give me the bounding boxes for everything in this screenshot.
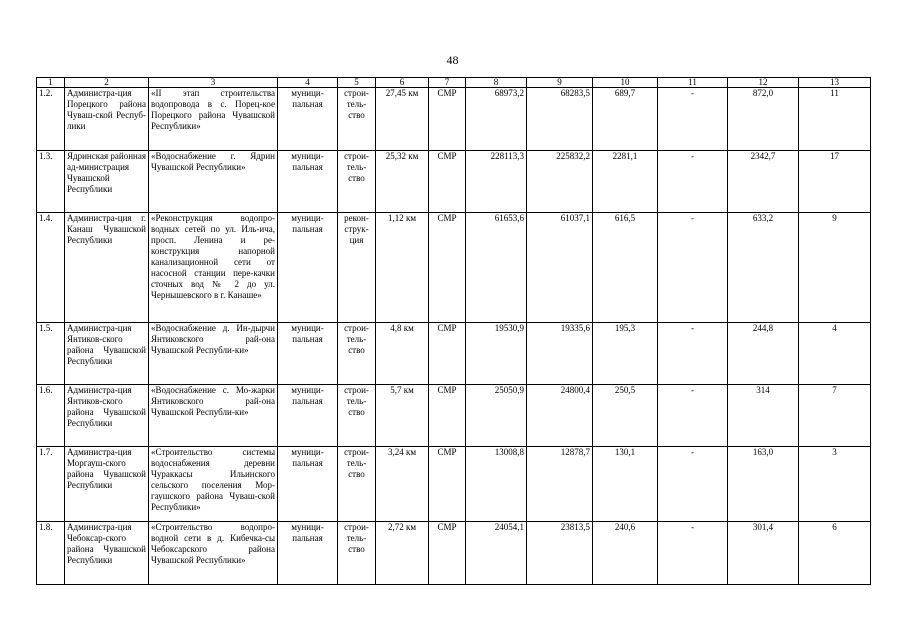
extra-cell: 244,8: [728, 323, 799, 385]
capacity-cell: 2,72 км: [376, 522, 429, 585]
months-cell: 11: [799, 88, 871, 151]
total-cost-cell: 24054,1: [466, 522, 527, 585]
row-number: 1.5.: [37, 323, 65, 385]
stage-cell: СМР: [429, 385, 466, 447]
object-cell: «II этап строительства водопровода в с. Порец-кое Порецкого района Чувашской Республики»: [149, 88, 278, 151]
work-type-cell: рекон-струк-ция: [338, 213, 376, 323]
local-cell: -: [658, 151, 728, 213]
object-cell: «Водоснабжение с. Мо-жарки Янтиковского рай-она Чувашской Республи-ки»: [149, 385, 278, 447]
organization-cell: Администра-ция Чебоксар-ского района Чувашской Республики: [65, 522, 149, 585]
row-number: 1.7.: [37, 447, 65, 522]
ownership-cell: муници-пальная: [278, 151, 338, 213]
months-cell: 6: [799, 522, 871, 585]
local-cell: -: [658, 213, 728, 323]
federal-cell: 61037,1: [527, 213, 593, 323]
column-number-row: [37, 78, 871, 88]
republic-cell: 250,5: [593, 385, 658, 447]
ownership-cell: муници-пальная: [278, 385, 338, 447]
months-cell: 7: [799, 385, 871, 447]
republic-cell: 616,5: [593, 213, 658, 323]
row-number: 1.2.: [37, 88, 65, 151]
table-row: [37, 213, 871, 323]
total-cost-cell: 61653,6: [466, 213, 527, 323]
object-cell: «Водоснабжение г. Ядрин Чувашской Республики»: [149, 151, 278, 213]
capacity-cell: 5,7 км: [376, 385, 429, 447]
months-cell: 17: [799, 151, 871, 213]
federal-cell: 12878,7: [527, 447, 593, 522]
organization-cell: Администра-ция Моргауш-ского района Чувашской Республики: [65, 447, 149, 522]
row-number: 1.6.: [37, 385, 65, 447]
capacity-cell: 4,8 км: [376, 323, 429, 385]
work-type-cell: строи-тель-ство: [338, 385, 376, 447]
republic-cell: 195,3: [593, 323, 658, 385]
stage-cell: СМР: [429, 213, 466, 323]
column-header: 7: [429, 78, 466, 88]
column-header: 4: [278, 78, 338, 88]
ownership-cell: муници-пальная: [278, 88, 338, 151]
investment-table: [36, 77, 871, 585]
work-type-cell: строи-тель-ство: [338, 522, 376, 585]
organization-cell: Администра-ция Янтиков-ского района Чувашской Республики: [65, 323, 149, 385]
capacity-cell: 27,45 км: [376, 88, 429, 151]
ownership-cell: муници-пальная: [278, 447, 338, 522]
table-row: [37, 522, 871, 585]
table-row: [37, 385, 871, 447]
table-row: [37, 447, 871, 522]
months-cell: 4: [799, 323, 871, 385]
column-header: 8: [466, 78, 527, 88]
local-cell: -: [658, 522, 728, 585]
work-type-cell: строи-тель-ство: [338, 447, 376, 522]
federal-cell: 23813,5: [527, 522, 593, 585]
total-cost-cell: 68973,2: [466, 88, 527, 151]
federal-cell: 19335,6: [527, 323, 593, 385]
capacity-cell: 1,12 км: [376, 213, 429, 323]
stage-cell: СМР: [429, 151, 466, 213]
extra-cell: 163,0: [728, 447, 799, 522]
local-cell: -: [658, 88, 728, 151]
object-cell: «Строительство системы водоснабжения деревни Чураккасы Ильинского сельского поселения Мор-гаушского района Чуваш-ской Республики»: [149, 447, 278, 522]
column-header: 13: [799, 78, 871, 88]
stage-cell: СМР: [429, 88, 466, 151]
ownership-cell: муници-пальная: [278, 522, 338, 585]
column-header: 5: [338, 78, 376, 88]
stage-cell: СМР: [429, 522, 466, 585]
organization-cell: Администра-ция г. Канаш Чувашской Республики: [65, 213, 149, 323]
organization-cell: Администра-ция Янтиков-ского района Чувашской Республики: [65, 385, 149, 447]
federal-cell: 68283,5: [527, 88, 593, 151]
republic-cell: 689,7: [593, 88, 658, 151]
total-cost-cell: 13008,8: [466, 447, 527, 522]
extra-cell: 301,4: [728, 522, 799, 585]
table-row: [37, 88, 871, 151]
object-cell: «Водоснабжение д. Ин-дырчи Янтиковского рай-она Чувашской Республи-ки»: [149, 323, 278, 385]
total-cost-cell: 25050,9: [466, 385, 527, 447]
table-row: [37, 151, 871, 213]
republic-cell: 130,1: [593, 447, 658, 522]
row-number: 1.8.: [37, 522, 65, 585]
ownership-cell: муници-пальная: [278, 213, 338, 323]
extra-cell: 872,0: [728, 88, 799, 151]
local-cell: -: [658, 447, 728, 522]
column-header: 2: [65, 78, 149, 88]
republic-cell: 240,6: [593, 522, 658, 585]
object-cell: «Реконструкция водопро-водных сетей по ул. Иль-ича, просп. Ленина и ре-конструкция напорной канализационной сети от насосной станции пере-качки сточных вод № 2 до ул. Чернышевского в г. Канаше»: [149, 213, 278, 323]
row-number: 1.4.: [37, 213, 65, 323]
work-type-cell: строи-тель-ство: [338, 323, 376, 385]
row-number: 1.3.: [37, 151, 65, 213]
capacity-cell: 3,24 км: [376, 447, 429, 522]
page-number: 48: [446, 53, 459, 67]
object-cell: «Строительство водопро-водной сети в д. Кибечка-сы Чебоксарского района Чувашской Республики»: [149, 522, 278, 585]
republic-cell: 2281,1: [593, 151, 658, 213]
work-type-cell: строи-тель-ство: [338, 151, 376, 213]
column-header: 1: [37, 78, 65, 88]
local-cell: -: [658, 385, 728, 447]
federal-cell: 225832,2: [527, 151, 593, 213]
stage-cell: СМР: [429, 323, 466, 385]
organization-cell: Ядринская районная ад-министрация Чувашской Республики: [65, 151, 149, 213]
local-cell: -: [658, 323, 728, 385]
column-header: 9: [527, 78, 593, 88]
column-header: 3: [149, 78, 278, 88]
table-row: [37, 323, 871, 385]
column-header: 6: [376, 78, 429, 88]
extra-cell: 633,2: [728, 213, 799, 323]
work-type-cell: строи-тель-ство: [338, 88, 376, 151]
column-header: 11: [658, 78, 728, 88]
total-cost-cell: 228113,3: [466, 151, 527, 213]
organization-cell: Администра-ция Порецкого района Чуваш-ской Респуб-лики: [65, 88, 149, 151]
stage-cell: СМР: [429, 447, 466, 522]
ownership-cell: муници-пальная: [278, 323, 338, 385]
capacity-cell: 25,32 км: [376, 151, 429, 213]
months-cell: 9: [799, 213, 871, 323]
extra-cell: 2342,7: [728, 151, 799, 213]
extra-cell: 314: [728, 385, 799, 447]
column-header: 12: [728, 78, 799, 88]
federal-cell: 24800,4: [527, 385, 593, 447]
total-cost-cell: 19530,9: [466, 323, 527, 385]
column-header: 10: [593, 78, 658, 88]
months-cell: 3: [799, 447, 871, 522]
